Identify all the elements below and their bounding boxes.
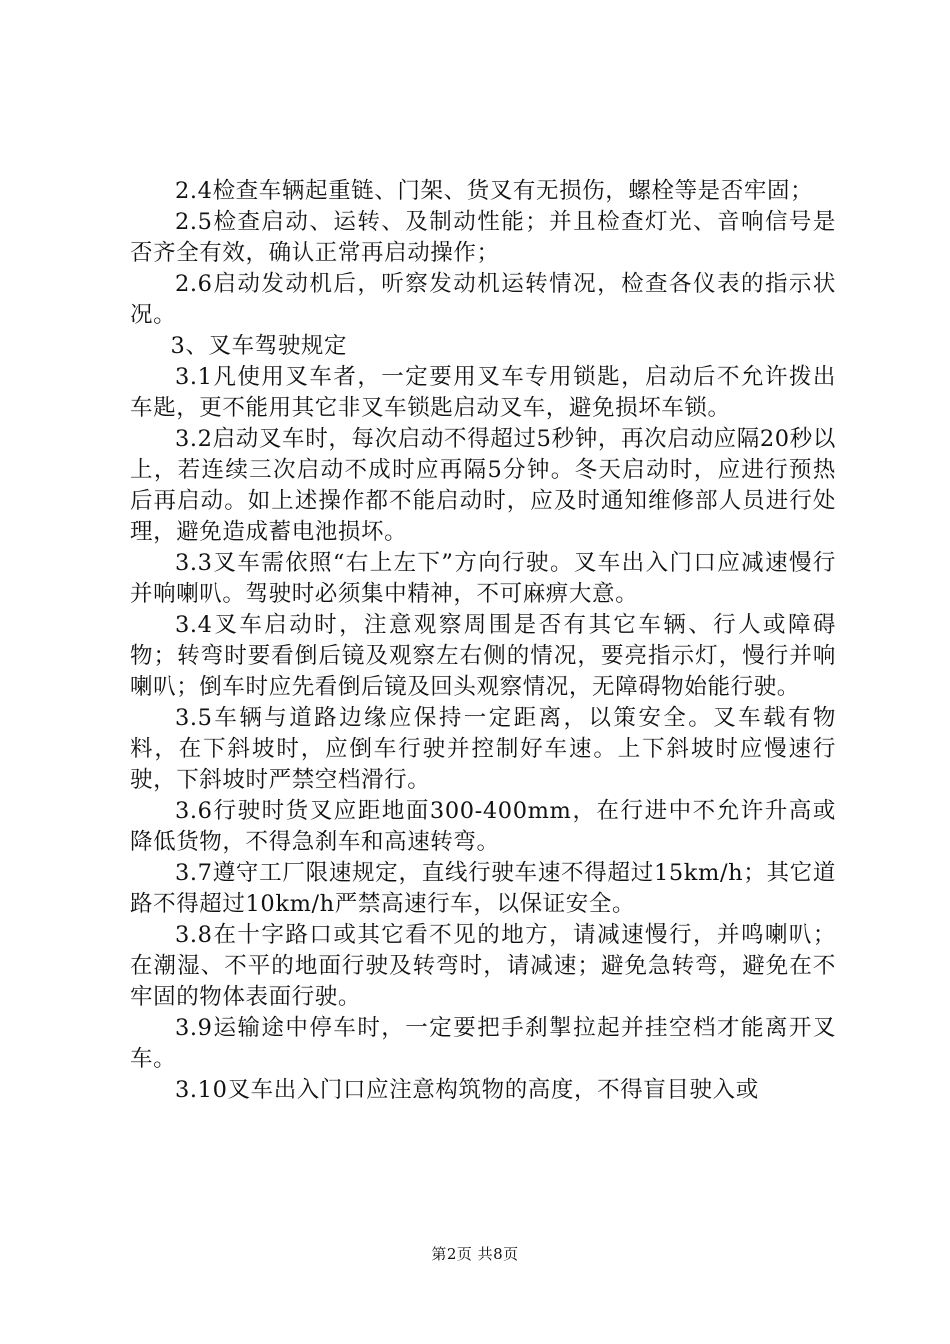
paragraph-3-7: 3.7遵守工厂限速规定，直线行驶车速不得超过15km/h；其它道路不得超过10km/h严禁高速行车，以保证安全。: [130, 860, 836, 917]
paragraph-3-4: 3.4叉车启动时，注意观察周围是否有其它车辆、行人或障碍物；转弯时要看倒后镜及观察左右侧的情况，要亮指示灯，慢行并响喇叭；倒车时应先看倒后镜及回头观察情况，无障碍物始能行驶。: [130, 612, 836, 700]
section-heading-3: 3、叉车驾驶规定: [170, 333, 348, 359]
document-body: [130, 176, 836, 1106]
paragraph-3-5: 3.5车辆与道路边缘应保持一定距离，以策安全。叉车载有物料，在下斜坡时，应倒车行驶并控制好车速。上下斜坡时应慢速行驶，下斜坡时严禁空档滑行。: [130, 705, 836, 793]
paragraph-3-8: 3.8在十字路口或其它看不见的地方，请减速慢行，并鸣喇叭；在潮湿、不平的地面行驶及转弯时，请减速；避免急转弯，避免在不牢固的物体表面行驶。: [130, 922, 836, 1010]
paragraph-2-4: 2.4检查车辆起重链、门架、货叉有无损伤，螺栓等是否牢固；: [175, 178, 814, 204]
page-number-footer: 第2页 共8页: [431, 1245, 519, 1263]
paragraph-3-6: 3.6行驶时货叉应距地面300-400mm，在行进中不允许升高或降低货物，不得急刹车和高速转弯。: [130, 798, 836, 855]
paragraph-3-9: 3.9运输途中停车时，一定要把手刹掣拉起并挂空档才能离开叉车。: [130, 1015, 836, 1072]
paragraph-3-3: 3.3叉车需依照“右上左下”方向行驶。叉车出入门口应减速慢行并响喇叭。驾驶时必须集中精神，不可麻痹大意。: [130, 550, 836, 607]
paragraph-2-6: 2.6启动发动机后，听察发动机运转情况，检查各仪表的指示状况。: [130, 271, 836, 328]
paragraph-3-2: 3.2启动叉车时，每次启动不得超过5秒钟，再次启动应隔20秒以上，若连续三次启动不成时应再隔5分钟。冬天启动时，应进行预热后再启动。如上述操作都不能启动时，应及时通知维修部人员进行处理，避免造成蓄电池损坏。: [130, 426, 836, 545]
paragraph-3-1: 3.1凡使用叉车者，一定要用叉车专用锁匙，启动后不允许拨出车匙，更不能用其它非叉车锁匙启动叉车，避免损坏车锁。: [130, 364, 836, 421]
paragraph-3-10: 3.10叉车出入门口应注意构筑物的高度，不得盲目驶入或: [175, 1077, 759, 1103]
paragraph-2-5: 2.5检查启动、运转、及制动性能；并且检查灯光、音响信号是否齐全有效，确认正常再启动操作；: [130, 209, 836, 266]
